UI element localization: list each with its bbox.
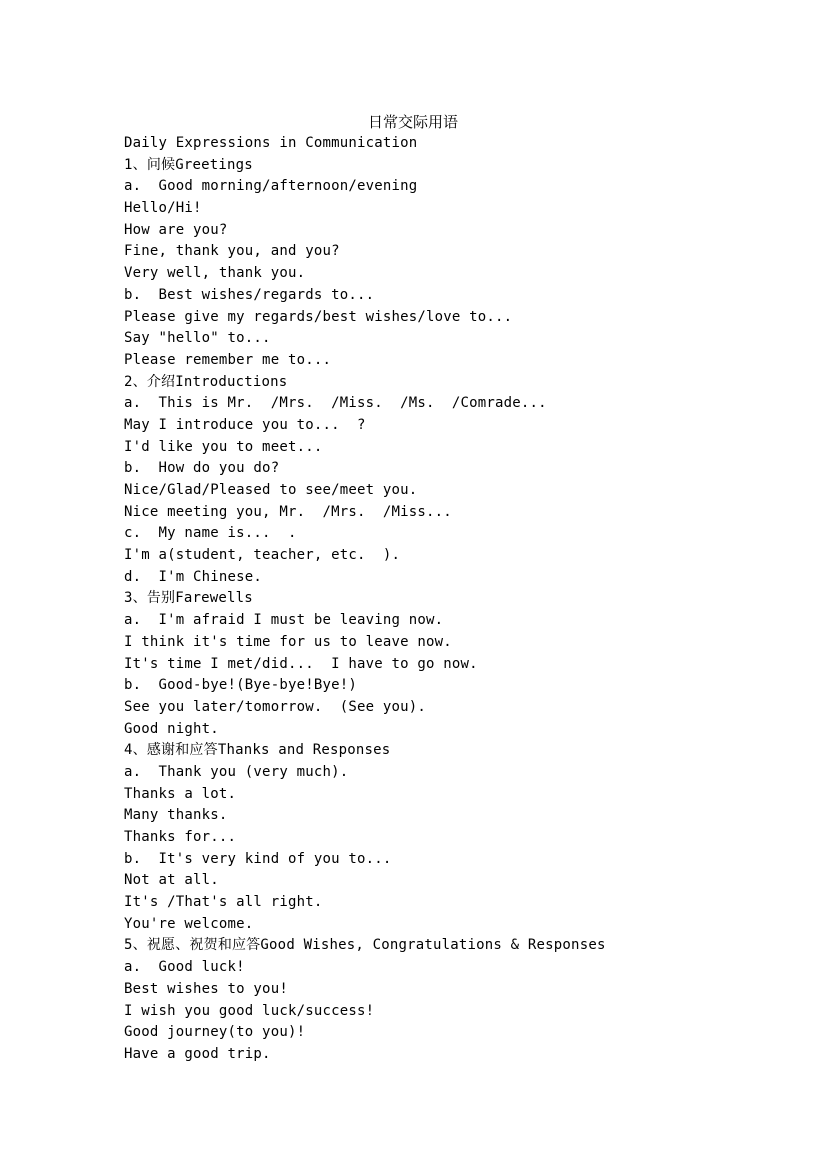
text-line: Many thanks. (124, 807, 228, 824)
text-line: How are you? (124, 221, 228, 238)
text-line: b. How do you do? (124, 460, 280, 477)
text-line: Nice meeting you, Mr. /Mrs. /Miss... (124, 503, 452, 520)
text-line: b. Best wishes/regards to... (124, 286, 375, 303)
text-line: I think it's time for us to leave now. (124, 633, 452, 650)
text-line: a. Good morning/afternoon/evening (124, 178, 418, 195)
text-line: Say "hello" to... (124, 330, 271, 347)
text-line: Have a good trip. (124, 1045, 271, 1062)
text-line: I'd like you to meet... (124, 438, 323, 455)
text-line: It's time I met/did... I have to go now. (124, 655, 478, 672)
text-line: Thanks a lot. (124, 785, 237, 802)
text-line: I wish you good luck/success! (124, 1002, 375, 1019)
text-line: May I introduce you to... ? (124, 416, 366, 433)
text-line: a. I'm afraid I must be leaving now. (124, 612, 444, 629)
text-line: Very well, thank you. (124, 265, 306, 282)
text-line: Best wishes to you! (124, 980, 288, 997)
text-line: You're welcome. (124, 915, 254, 932)
text-line: I'm a(student, teacher, etc. ). (124, 547, 401, 564)
text-line: Thanks for... (124, 829, 237, 845)
text-line: See you later/tomorrow. (See you). (124, 698, 427, 715)
text-line: c. My name is... . (124, 525, 297, 542)
text-line: 2、介绍Introductions (124, 373, 288, 390)
text-line: a. Good luck! (124, 959, 245, 976)
text-line: Please give my regards/best wishes/love to... (124, 308, 513, 325)
text-line: d. I'm Chinese. (124, 568, 263, 585)
page-title: 日常交际用语 (367, 113, 458, 131)
text-line: Fine, thank you, and you? (124, 243, 340, 260)
text-line: Hello/Hi! (124, 200, 202, 217)
text-line: b. It's very kind of you to... (124, 850, 392, 867)
text-line: Not at all. (124, 872, 219, 889)
text-line: Daily Expressions in Communication (124, 135, 418, 151)
text-line: a. This is Mr. /Mrs. /Miss. /Ms. /Comrade... (124, 395, 547, 412)
text-line: b. Good-bye!(Bye-bye!Bye!) (124, 677, 357, 694)
text-line: Good journey(to you)! (124, 1024, 306, 1041)
text-line: Nice/Glad/Pleased to see/meet you. (124, 482, 418, 498)
text-line: Good night. (124, 720, 219, 737)
document-body (124, 133, 814, 1066)
text-line: It's /That's all right. (124, 894, 323, 911)
text-line: 4、感谢和应答Thanks and Responses (124, 742, 391, 759)
text-line: Please remember me to... (124, 351, 332, 368)
text-line: 3、告别Farewells (124, 590, 253, 607)
text-line: 1、问候Greetings (124, 156, 253, 173)
text-line: a. Thank you (very much). (124, 763, 349, 780)
text-line: 5、祝愿、祝贺和应答Good Wishes, Congratulations & Responses (124, 937, 606, 954)
